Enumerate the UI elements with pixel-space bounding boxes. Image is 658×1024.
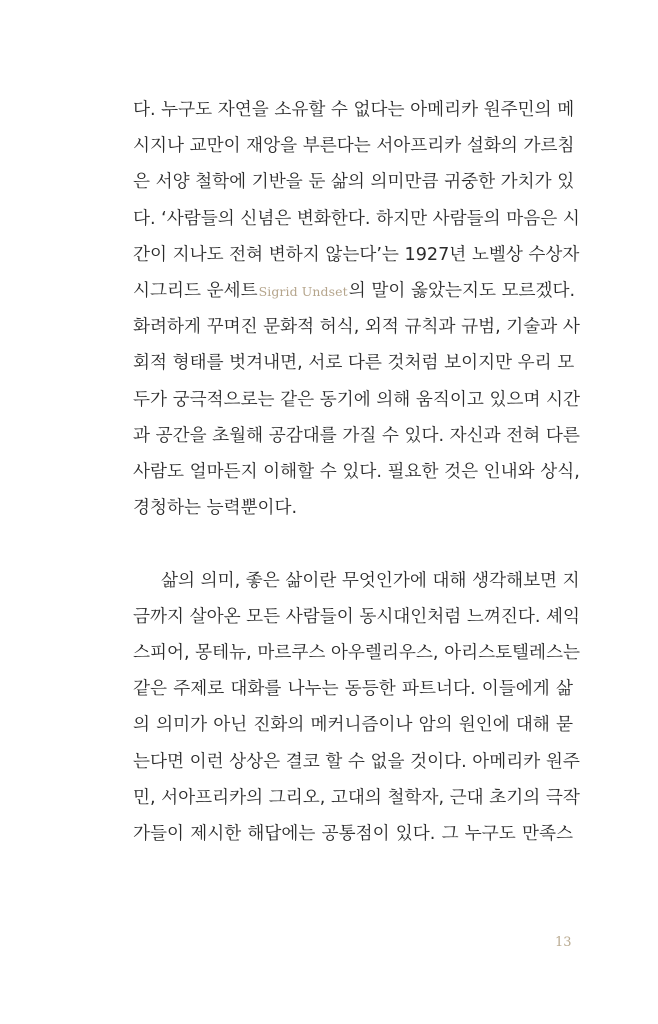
text-line: 는다면 이런 상상은 결코 할 수 없을 것이다. 아메리카 원주: [133, 751, 580, 772]
text-line: 민, 서아프리카의 그리오, 고대의 철학자, 근대 초기의 극작: [133, 787, 580, 808]
text-line: 은 서양 철학에 기반을 둔 삶의 의미만큼 귀중한 가치가 있: [133, 172, 575, 193]
paragraph-2: [133, 563, 581, 853]
text-line-with-annotation: [133, 273, 576, 309]
text-line: 과 공간을 초월해 공감대를 가질 수 있다. 자신과 전혀 다른: [133, 425, 580, 446]
text-line: 화려하게 꾸며진 문화적 허식, 외적 규칙과 규범, 기술과 사: [133, 317, 580, 338]
text-line: 간이 지나도 전혀 변하지 않는다’는 1927년 노벨상 수상자: [133, 244, 580, 265]
text-line: 스피어, 몽테뉴, 마르쿠스 아우렐리우스, 아리스토텔레스는: [133, 643, 581, 664]
paragraph-gap: [133, 526, 573, 562]
text-line: 다. ‘사람들의 신념은 변화한다. 하지만 사람들의 마음은 시: [133, 208, 580, 229]
text-line: 시지나 교만이 재앙을 부른다는 서아프리카 설화의 가르침: [133, 136, 575, 157]
text-line: 두가 궁극적으로는 같은 동기에 의해 움직이고 있으며 시간: [133, 389, 581, 410]
text-segment: 시그리드 운세트: [133, 280, 258, 301]
text-line: 같은 주제로 대화를 나누는 동등한 파트너다. 이들에게 삶: [133, 679, 573, 700]
text-line: 사람도 얼마든지 이해할 수 있다. 필요한 것은 인내와 상식,: [133, 461, 580, 482]
text-line: 삶의 의미, 좋은 삶이란 무엇인가에 대해 생각해보면 지: [161, 570, 580, 591]
text-line: 다. 누구도 자연을 소유할 수 없다는 아메리카 원주민의 메: [133, 100, 575, 120]
text-line: 경청하는 능력뿐이다.: [133, 498, 298, 519]
text-segment: 의 말이 옳았는지도 모르겠다.: [348, 280, 576, 301]
text-line: 의 의미가 아닌 진화의 메커니즘이나 암의 원인에 대해 묻: [133, 715, 573, 736]
text-line: 가들이 제시한 해답에는 공통점이 있다. 그 누구도 만족스: [133, 823, 573, 844]
text-line: 금까지 살아온 모든 사람들이 동시대인처럼 느껴진다. 셰익: [133, 606, 581, 627]
text-line: 회적 형태를 벗겨내면, 서로 다른 것처럼 보이지만 우리 모: [133, 353, 575, 374]
body-text: [133, 92, 581, 852]
page-number: 13: [555, 935, 572, 950]
name-annotation: Sigrid Undset: [258, 283, 348, 299]
paragraph-1: [133, 92, 581, 526]
